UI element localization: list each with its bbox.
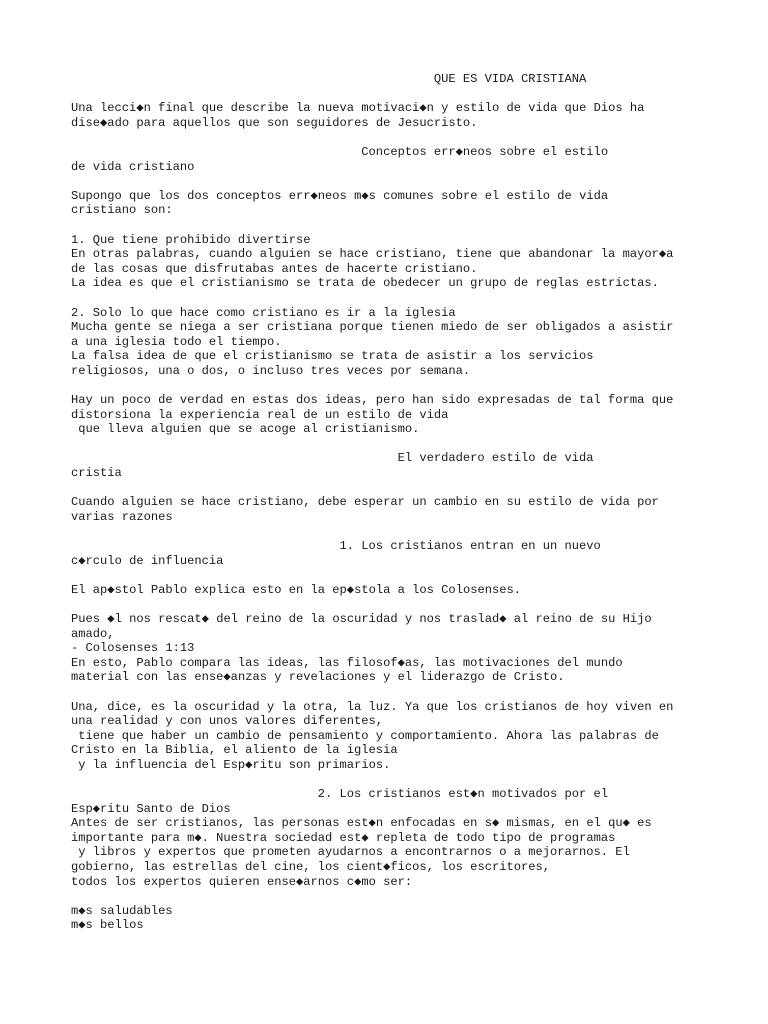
text-line: 2. Los cristianos est◆n motivados por el: [71, 787, 609, 802]
text-line: 1. Los cristianos entran en un nuevo: [71, 539, 601, 553]
blank-line: [71, 685, 701, 700]
text-line: Mucha gente se niega a ser cristiana porque tienen miedo de ser obligados a asistir: [71, 320, 674, 335]
text-line: Hay un poco de verdad en estas dos ideas, pero han sido expresadas de tal forma que: [71, 393, 674, 408]
text-line: El ap◆stol Pablo explica esto en la ep◆stola a los Colosenses.: [71, 582, 522, 597]
text-line: dise◆ado para aquellos que son seguidores de Jesucristo.: [71, 115, 478, 130]
text-line: m◆s saludables: [71, 903, 173, 918]
text-line: gobierno, las estrellas del cine, los cient◆ficos, los escritores,: [71, 860, 551, 875]
blank-line: [71, 524, 701, 539]
text-line: importante para m◆. Nuestra sociedad est◆ repleta de todo tipo de programas: [71, 830, 616, 845]
text-line: 1. Que tiene prohibido divertirse: [71, 232, 311, 247]
text-line: En otras palabras, cuando alguien se hace cristiano, tiene que abandonar la mayor◆a: [71, 247, 674, 262]
blank-line: [71, 378, 701, 393]
text-line: Pues ◆l nos rescat◆ del reino de la oscuridad y nos traslad◆ al reino de su Hijo: [71, 611, 652, 626]
text-line: QUE ES VIDA CRISTIANA: [71, 72, 587, 86]
blank-line: [71, 87, 701, 102]
text-line: amado,: [71, 626, 115, 641]
text-line: distorsiona la experiencia real de un estilo de vida: [71, 407, 449, 422]
text-line: varias razones: [71, 509, 173, 524]
text-line: y la influencia del Esp◆ritu son primarios.: [71, 757, 391, 772]
text-line: Supongo que los dos conceptos err◆neos m◆s comunes sobre el estilo de vida: [71, 188, 609, 203]
text-line: Antes de ser cristianos, las personas est◆n enfocadas en s◆ mismas, en el qu◆ es: [71, 816, 652, 831]
text-line: material con las ense◆anzas y revelaciones y el liderazgo de Cristo.: [71, 670, 565, 685]
text-line: una realidad y con unos valores diferentes,: [71, 714, 384, 729]
text-line: todos los expertos quieren ense◆arnos c◆mo ser:: [71, 874, 413, 889]
blank-line: [71, 889, 701, 904]
blank-line: [71, 130, 701, 145]
text-line: m◆s bellos: [71, 918, 144, 933]
document-page: [71, 72, 701, 933]
blank-line: [71, 174, 701, 189]
text-line: y libros y expertos que prometen ayudarnos a encontrarnos o a mejorarnos. El: [71, 845, 630, 860]
text-line: tiene que haber un cambio de pensamiento y comportamiento. Ahora las palabras de: [71, 728, 659, 743]
text-line: de las cosas que disfrutabas antes de hacerte cristiano.: [71, 261, 478, 276]
text-line: En esto, Pablo compara las ideas, las filosof◆as, las motivaciones del mundo: [71, 655, 623, 670]
text-line: cristiano son:: [71, 203, 173, 218]
text-line: de vida cristiano: [71, 159, 195, 174]
text-line: cristia: [71, 466, 122, 481]
text-line: Cristo en la Biblia, el aliento de la iglesia: [71, 743, 398, 758]
text-line: La idea es que el cristianismo se trata de obedecer un grupo de reglas estrictas.: [71, 276, 659, 291]
blank-line: [71, 568, 701, 583]
text-line: Conceptos err◆neos sobre el estilo: [71, 144, 609, 159]
text-line: a una iglesia todo el tiempo.: [71, 334, 282, 349]
blank-line: [71, 437, 701, 452]
text-line: Una lecci◆n final que describe la nueva motivaci◆n y estilo de vida que Dios ha: [71, 101, 645, 116]
blank-line: [71, 481, 701, 496]
text-line: 2. Solo lo que hace como cristiano es ir a la iglesia: [71, 305, 456, 320]
blank-line: [71, 597, 701, 612]
text-line: La falsa idea de que el cristianismo se trata de asistir a los servicios: [71, 349, 594, 364]
text-line: Una, dice, es la oscuridad y la otra, la luz. Ya que los cristianos de hoy viven en: [71, 699, 674, 714]
text-line: que lleva alguien que se acoge al cristianismo.: [71, 422, 420, 437]
text-line: - Colosenses 1:13: [71, 641, 195, 656]
blank-line: [71, 773, 701, 788]
text-line: Cuando alguien se hace cristiano, debe esperar un cambio en su estilo de vida por: [71, 495, 659, 510]
text-line: El verdadero estilo de vida: [71, 451, 594, 466]
text-line: Esp◆ritu Santo de Dios: [71, 801, 231, 816]
blank-line: [71, 291, 701, 306]
blank-line: [71, 218, 701, 233]
text-line: c◆rculo de influencia: [71, 553, 224, 568]
text-line: religiosos, una o dos, o incluso tres veces por semana.: [71, 363, 471, 378]
